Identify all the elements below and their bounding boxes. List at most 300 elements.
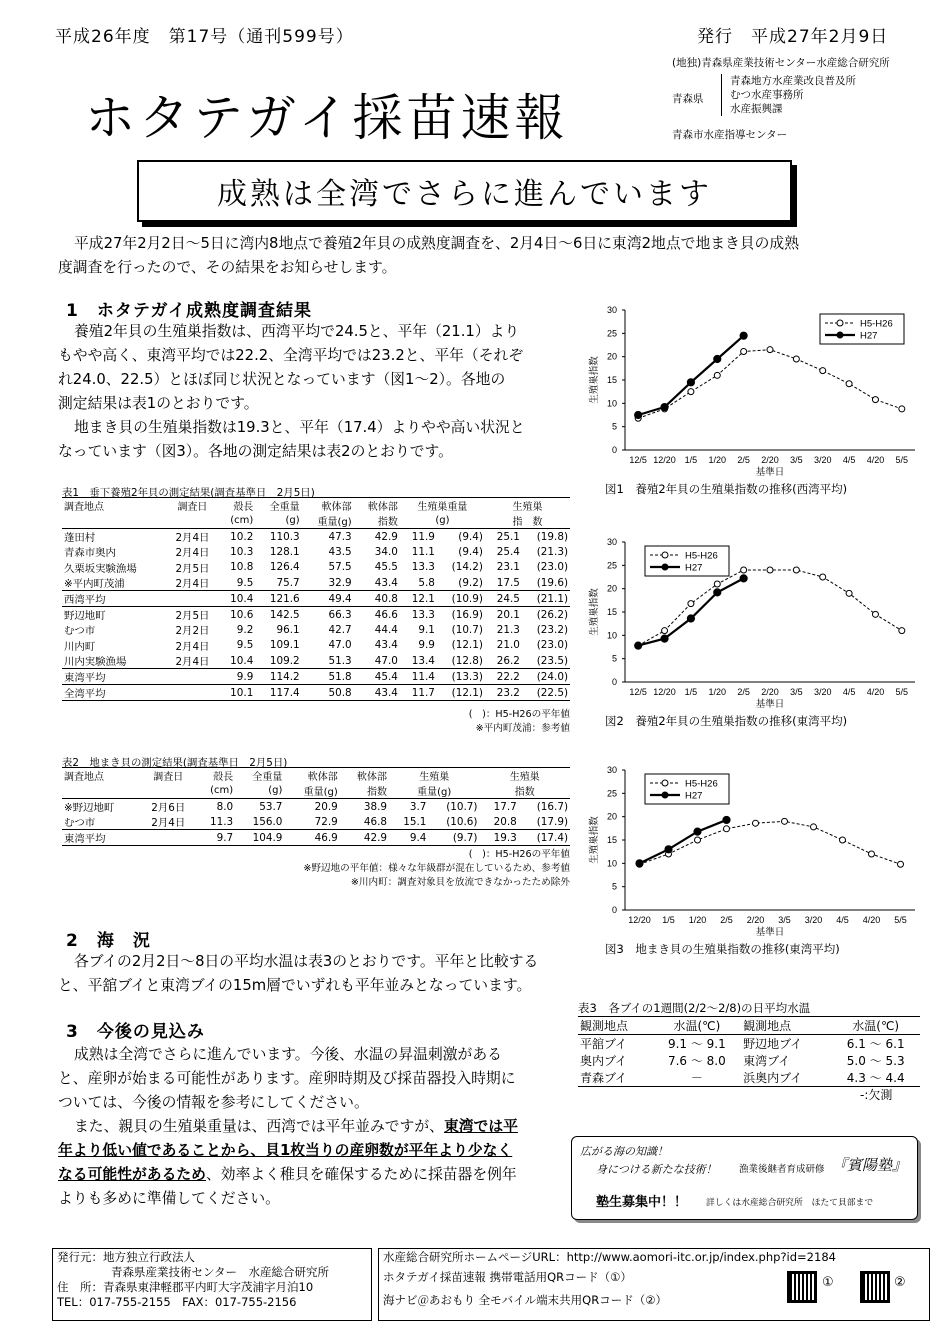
table-cell: 45.4 xyxy=(354,669,400,685)
table-cell: むつ市 xyxy=(64,817,96,829)
body-line: れ24.0、22.5）とほぼ同じ状況となっています（図1～2）。各地の xyxy=(58,371,506,388)
y-tick-label: 20 xyxy=(606,811,617,822)
cell: 東湾ブイ xyxy=(743,1054,791,1068)
data-point xyxy=(687,615,694,622)
org-line: 青森地方水産業改良普及所 xyxy=(730,75,856,87)
cell: 5.0 ～ 5.3 xyxy=(846,1054,905,1068)
table-cell: (9.4) xyxy=(458,545,483,558)
table-cell: 13.3 xyxy=(411,561,435,574)
table-cell: 10.2 xyxy=(230,530,254,543)
table-cell: 42.9 xyxy=(374,530,398,543)
table-cell: 142.5 xyxy=(255,607,301,623)
y-axis-label: 生殖巣指数 xyxy=(589,356,600,404)
table-cell: 96.1 xyxy=(276,623,300,636)
table-cell: 26.2 xyxy=(496,654,520,667)
x-tick-label: 1/20 xyxy=(708,687,727,697)
table-cell: 13.4 xyxy=(411,654,435,667)
table3 xyxy=(578,1016,920,1087)
data-point xyxy=(820,574,826,580)
table-cell: 2月4日 xyxy=(175,532,210,544)
series-line-normal xyxy=(638,350,902,419)
th: 軟体部 xyxy=(284,768,339,784)
org-line: むつ水産事務所 xyxy=(730,89,804,101)
chart-fig2 xyxy=(585,530,930,740)
table-row xyxy=(62,575,570,591)
table-cell: (17.4) xyxy=(519,830,570,846)
qr-code-1-icon[interactable] xyxy=(787,1271,817,1303)
footer-links xyxy=(378,1248,930,1321)
th: 水温(℃) xyxy=(831,1017,920,1035)
th: 軟体部 xyxy=(340,768,389,784)
cell: 浜奥内ブイ xyxy=(741,1069,831,1087)
table-cell: 72.9 xyxy=(314,815,338,828)
table-cell: 40.8 xyxy=(354,591,400,607)
th: 全重量 xyxy=(255,498,301,514)
note: ※平内町茂浦：参考値 xyxy=(475,723,570,734)
chart-fig3 xyxy=(585,758,930,968)
table-cell: 42.9 xyxy=(340,830,389,846)
th: 観測地点 xyxy=(741,1017,831,1035)
table-cell: 9.5 xyxy=(236,576,254,589)
y-tick-label: 5 xyxy=(611,421,617,432)
y-tick-label: 25 xyxy=(606,560,617,571)
body-line: と、平舘ブイと東湾ブイの15m層でいずれも平年並みとなっています。 xyxy=(58,977,532,994)
data-point xyxy=(714,355,721,362)
qr-label: ② xyxy=(894,1275,906,1290)
legend-label: H27 xyxy=(685,790,703,802)
table-cell: 9.9 xyxy=(218,669,255,685)
x-tick-label: 5/5 xyxy=(895,687,909,697)
data-point xyxy=(899,628,905,634)
legend-marker xyxy=(837,320,843,326)
th-unit: (g) xyxy=(235,783,284,799)
table-cell: 15.1 xyxy=(403,815,427,828)
ad-line: 広がる海の知識！ xyxy=(580,1145,668,1158)
x-tick-label: 12/20 xyxy=(653,455,676,465)
y-tick-label: 30 xyxy=(606,537,617,547)
table-cell: ※平内町茂浦 xyxy=(64,578,125,590)
org-list xyxy=(721,74,856,116)
y-tick-label: 0 xyxy=(611,677,617,687)
intro xyxy=(58,232,918,280)
table-row xyxy=(62,653,570,669)
th: 観測地点 xyxy=(578,1017,653,1035)
body-line: よりも多めに準備してください。 xyxy=(58,1190,280,1207)
footer-line: 住 所：青森県東津軽郡平内町大字茂浦字月泊10 xyxy=(57,1280,314,1294)
x-tick-label: 1/20 xyxy=(708,455,727,465)
y-tick-label: 0 xyxy=(611,445,617,455)
note: ( )：H5-H26の平年値 xyxy=(468,849,570,860)
table-cell: 川内実験漁場 xyxy=(64,656,127,668)
series-line-h27 xyxy=(638,578,743,645)
cell: 青森ブイ xyxy=(578,1069,653,1087)
data-point xyxy=(782,818,788,824)
x-tick-label: 12/5 xyxy=(629,455,647,465)
figure-caption: 図3 地まき貝の生殖巣指数の推移(東湾平均) xyxy=(605,942,840,956)
table-cell: 47.0 xyxy=(374,654,398,667)
data-point xyxy=(741,349,747,355)
x-tick-label: 2/5 xyxy=(737,687,750,697)
homepage-link[interactable]: 水産総合研究所ホームページURL：http://www.aomori-itc.or.jp/index.php?id=2184 xyxy=(383,1250,836,1264)
legend-marker xyxy=(662,564,668,570)
table-cell: 東湾平均 xyxy=(62,669,167,685)
legend-marker xyxy=(662,552,668,558)
table-cell: 2月4日 xyxy=(151,817,186,829)
th: 調査日 xyxy=(167,498,219,514)
table-cell: 114.2 xyxy=(255,669,301,685)
table-cell: (23.2) xyxy=(536,623,568,636)
body-text: また、親貝の生殖巣重量は、西湾では平年並みですが、 xyxy=(74,1118,444,1135)
ad-line: 詳しくは水産総合研究所 ほたて貝部まで xyxy=(706,1198,874,1208)
cell: 7.6 ～ 8.0 xyxy=(667,1054,726,1068)
cell: 野辺地ブイ xyxy=(743,1037,803,1051)
footer-line: TEL：017-755-2155 FAX：017-755-2156 xyxy=(57,1295,297,1309)
table-row xyxy=(62,799,570,815)
table-cell: 109.1 xyxy=(269,639,300,652)
body-line: もやや高く、東湾平均では22.2、全湾平均では23.2と、平年（それぞ xyxy=(58,347,524,364)
table-cell: (13.3) xyxy=(437,669,485,685)
th: 殻長 xyxy=(218,498,255,514)
th: 調査日 xyxy=(141,768,196,784)
data-point xyxy=(661,635,668,642)
x-tick-label: 4/20 xyxy=(862,915,881,925)
body-line: 各ブイの2月2日～8日の平均水温は表3のとおりです。平年と比較する xyxy=(74,953,539,970)
table1-caption: 表1 垂下養殖2年貝の測定結果(調査基準日 2月5日) xyxy=(62,487,315,499)
org-bottom: 青森市水産指導センター xyxy=(672,129,788,141)
data-point xyxy=(753,820,759,826)
table-cell: 43.4 xyxy=(374,576,398,589)
table-cell: 20.1 xyxy=(485,607,522,623)
table-cell: 17.5 xyxy=(496,576,520,589)
y-axis-label: 生殖巣指数 xyxy=(589,588,600,636)
x-tick-label: 5/5 xyxy=(895,455,909,465)
table-cell: 104.9 xyxy=(235,830,284,846)
data-point xyxy=(665,846,672,853)
table-cell: 野辺地町 xyxy=(62,607,167,623)
y-tick-label: 25 xyxy=(606,788,617,799)
table-row xyxy=(62,685,570,701)
y-tick-label: 10 xyxy=(606,858,617,869)
th: 軟体部 xyxy=(302,498,354,514)
table-cell: (26.2) xyxy=(522,607,570,623)
th-unit: (cm) xyxy=(196,783,235,799)
table-cell: 11.7 xyxy=(400,685,437,701)
note: ※川内町：調査対象貝を放流できなかったため除外 xyxy=(350,877,570,888)
table-cell: 13.3 xyxy=(400,607,437,623)
table-cell: 2月4日 xyxy=(175,547,210,560)
th: 調査地点 xyxy=(62,498,167,514)
table1 xyxy=(62,497,570,701)
table-cell: 46.6 xyxy=(354,607,400,623)
chart-fig1 xyxy=(585,298,930,508)
table-cell: 49.4 xyxy=(302,591,354,607)
data-point xyxy=(695,837,701,843)
th-unit: 重量(g) xyxy=(302,513,354,529)
table-cell: 128.1 xyxy=(269,545,300,558)
x-tick-label: 1/5 xyxy=(684,687,698,697)
table-cell: 24.5 xyxy=(485,591,522,607)
table-cell: 全湾平均 xyxy=(62,685,167,701)
data-point xyxy=(741,567,747,573)
legend-label: H5-H26 xyxy=(860,318,893,330)
table-cell: 11.4 xyxy=(400,669,437,685)
table-cell: 3.7 xyxy=(409,800,427,813)
table-cell: 66.3 xyxy=(302,607,354,623)
data-point xyxy=(694,828,701,835)
table-row xyxy=(62,814,570,830)
y-tick-label: 15 xyxy=(606,375,617,385)
table-cell: 9.2 xyxy=(236,623,254,636)
y-tick-label: 20 xyxy=(606,583,617,594)
table3-note: -:欠測 xyxy=(860,1088,893,1102)
x-tick-label: 2/5 xyxy=(737,455,750,465)
table-row xyxy=(62,607,570,623)
table-cell xyxy=(167,591,219,607)
y-tick-label: 25 xyxy=(606,328,617,339)
table-cell: 121.6 xyxy=(255,591,301,607)
th: 生殖巣 xyxy=(485,498,570,514)
legend-marker xyxy=(837,332,843,338)
table-cell: 19.3 xyxy=(479,830,518,846)
table2-notes xyxy=(62,846,570,888)
y-tick-label: 5 xyxy=(611,653,617,664)
data-point xyxy=(898,861,904,867)
table-row xyxy=(62,830,570,846)
x-tick-label: 5/5 xyxy=(894,915,907,925)
cell: － xyxy=(653,1069,742,1087)
body-line: なっています（図3）。各地の測定結果は表2のとおりです。 xyxy=(58,443,453,460)
qr-code-2-icon[interactable] xyxy=(860,1271,890,1303)
table-cell: 11.9 xyxy=(411,530,435,543)
x-tick-label: 2/5 xyxy=(720,915,733,925)
x-tick-label: 4/20 xyxy=(866,687,885,697)
note: ( )：H5-H26の平年値 xyxy=(468,709,570,720)
table-cell: むつ市 xyxy=(64,625,96,638)
table-cell: 8.0 xyxy=(216,800,234,813)
th-unit: 指 数 xyxy=(485,513,570,529)
footer-line: 青森県産業技術センター 水産総合研究所 xyxy=(111,1265,330,1279)
table-cell: 43.4 xyxy=(354,685,400,701)
table-cell: 東湾平均 xyxy=(62,830,141,846)
table-cell: 9.9 xyxy=(418,639,435,652)
data-point xyxy=(840,837,846,843)
data-point xyxy=(687,379,694,386)
legend-label: H5-H26 xyxy=(685,778,718,790)
table-cell: 43.4 xyxy=(374,639,398,652)
emphasis: 年より低い値であることから、貝1枚当りの産卵数が平年より少なく xyxy=(58,1142,513,1159)
body-text: 、効率よく稚貝を確保するために採苗器を例年 xyxy=(205,1166,517,1183)
th-unit: 重量(g) xyxy=(389,783,479,799)
legend-label: H27 xyxy=(860,330,878,342)
table-cell: (9.4) xyxy=(458,530,483,543)
figure-caption: 図2 養殖2年貝の生殖巣指数の推移(東湾平均) xyxy=(605,714,848,728)
x-tick-label: 4/5 xyxy=(836,915,849,925)
table-row xyxy=(62,622,570,638)
table-cell: 2月6日 xyxy=(151,802,186,814)
table-cell: (16.7) xyxy=(536,800,568,813)
table-cell: 117.4 xyxy=(255,685,301,701)
figure-caption: 図1 養殖2年貝の生殖巣指数の推移(西湾平均) xyxy=(605,482,848,496)
data-point xyxy=(793,567,799,573)
table-cell: (23.0) xyxy=(536,639,568,652)
x-tick-label: 2/20 xyxy=(761,687,779,697)
table-cell: (21.3) xyxy=(536,545,568,558)
table-row xyxy=(62,669,570,685)
table-cell: 51.8 xyxy=(302,669,354,685)
x-tick-label: 1/5 xyxy=(662,915,675,925)
x-tick-label: 12/20 xyxy=(653,687,676,697)
body-line: と、産卵が始まる可能性があります。産卵時期及び採苗器投入時期に xyxy=(58,1070,516,1087)
ad-line: 身につける新たな技術！ xyxy=(596,1163,717,1176)
section-3-title: 3 今後の見込み xyxy=(66,1022,205,1042)
table-cell: (12.8) xyxy=(451,654,483,667)
table-cell: (10.7) xyxy=(451,623,483,636)
th-unit: (g) xyxy=(255,513,301,529)
y-tick-label: 30 xyxy=(606,765,617,775)
table-cell: 53.7 xyxy=(259,800,283,813)
table-cell: 46.8 xyxy=(363,815,388,828)
intro-line: 度調査を行ったので、その結果をお知らせします。 xyxy=(58,259,397,276)
issue-number: 平成26年度 第17号（通刊599号） xyxy=(55,27,354,47)
table-cell: 2月2日 xyxy=(175,625,210,638)
table-cell: (14.2) xyxy=(451,561,483,574)
table2 xyxy=(62,767,570,846)
th-unit: 指数 xyxy=(479,783,570,799)
table-cell: 25.4 xyxy=(496,545,520,558)
y-tick-label: 15 xyxy=(606,835,617,845)
footer-line: ホタテガイ採苗速報 携帯電話用QRコード（①） xyxy=(383,1270,632,1284)
th-unit: (cm) xyxy=(218,513,255,529)
table-cell: 11.1 xyxy=(411,545,435,558)
x-tick-label: 1/20 xyxy=(688,915,707,925)
th: 生殖巣 xyxy=(479,768,570,784)
ad-line: 漁業後継者育成研修 xyxy=(739,1164,825,1175)
data-point xyxy=(872,611,878,617)
y-tick-label: 30 xyxy=(606,305,617,315)
table-cell: (19.6) xyxy=(536,576,568,589)
table-cell: (16.9) xyxy=(437,607,485,623)
table-cell: 47.0 xyxy=(328,639,352,652)
table-cell xyxy=(167,685,219,701)
y-tick-label: 10 xyxy=(606,398,617,409)
th-unit: 重量(g) xyxy=(284,783,339,799)
cell: 奥内ブイ xyxy=(580,1054,627,1068)
table1-notes xyxy=(62,706,570,734)
table-cell: 20.9 xyxy=(314,800,338,813)
data-point xyxy=(661,403,668,410)
footer-line: 海ナビ＠あおもり 全モバイル端末共用QRコード（②） xyxy=(383,1293,668,1307)
y-tick-label: 5 xyxy=(611,881,617,892)
table-cell: 久栗坂実験漁場 xyxy=(64,562,137,575)
section-1-body xyxy=(58,320,583,464)
table-cell: 10.4 xyxy=(218,591,255,607)
table-cell: 西湾平均 xyxy=(62,591,167,607)
th-unit: 指数 xyxy=(354,513,400,529)
x-axis-label: 基準日 xyxy=(755,927,785,938)
table-cell: 75.7 xyxy=(276,576,300,589)
x-tick-label: 12/5 xyxy=(629,687,647,697)
y-tick-label: 15 xyxy=(606,607,617,617)
table-cell: ※野辺地町 xyxy=(64,802,115,814)
series-line-h27 xyxy=(640,820,727,863)
x-tick-label: 3/20 xyxy=(813,687,832,697)
body-line: 養殖2年貝の生殖巣指数は、西湾平均で24.5と、平年（21.1）より xyxy=(74,323,520,340)
note: ※野辺地の平年値：様々な年級群が混在しているため、参考値 xyxy=(303,863,570,874)
table-cell: (9.7) xyxy=(428,830,479,846)
page-title: ホタテガイ採苗速報 xyxy=(85,89,569,147)
intro-line: 平成27年2月2日～5日に湾内8地点で養殖2年貝の成熟度調査を、2月4日～6日に東湾2地点で地まき貝の成熟 xyxy=(74,235,800,252)
table-cell: (10.6) xyxy=(446,815,478,828)
th: 生殖巣重量 xyxy=(400,498,485,514)
table-row xyxy=(62,544,570,560)
legend-marker xyxy=(662,792,668,798)
x-tick-label: 12/20 xyxy=(628,915,651,925)
recruit-ad[interactable] xyxy=(571,1136,918,1220)
legend-label: H5-H26 xyxy=(685,550,718,562)
emphasis: 東湾では平 xyxy=(443,1118,518,1135)
x-axis-label: 基準日 xyxy=(755,467,785,478)
data-point xyxy=(869,851,875,857)
table-cell: (10.9) xyxy=(437,591,485,607)
x-tick-label: 3/5 xyxy=(790,455,803,465)
x-tick-label: 3/5 xyxy=(790,687,803,697)
table-cell: 2月4日 xyxy=(175,656,210,668)
table-cell: 10.3 xyxy=(230,545,254,558)
table-cell xyxy=(141,830,196,846)
data-point xyxy=(846,381,852,387)
table-row xyxy=(62,560,570,576)
table-cell: (23.5) xyxy=(536,654,568,667)
data-point xyxy=(688,601,694,607)
y-tick-label: 10 xyxy=(606,630,617,641)
legend-label: H27 xyxy=(685,562,703,574)
table-cell: 22.2 xyxy=(485,669,522,685)
footer-publisher xyxy=(52,1248,372,1321)
data-point xyxy=(811,824,817,830)
section-3-body xyxy=(58,1043,586,1211)
x-axis-label: 基準日 xyxy=(755,699,785,710)
x-tick-label: 4/20 xyxy=(866,455,885,465)
table-cell: 43.5 xyxy=(328,545,352,558)
table-cell: 25.1 xyxy=(496,530,520,543)
table-cell: 42.7 xyxy=(328,623,352,636)
table-cell: 2月5日 xyxy=(175,562,210,575)
table-cell: 10.4 xyxy=(230,654,254,667)
table-cell: 23.1 xyxy=(496,561,520,574)
table-cell: (24.0) xyxy=(522,669,570,685)
data-point xyxy=(714,581,720,587)
data-point xyxy=(636,860,643,867)
data-point xyxy=(767,347,773,353)
data-point xyxy=(724,826,730,832)
data-point xyxy=(872,397,878,403)
table-cell: 10.6 xyxy=(218,607,255,623)
data-point xyxy=(688,389,694,395)
body-line: 地まき貝の生殖巣指数は19.3と、平年（17.4）よりやや高い状況と xyxy=(74,419,525,436)
table-cell: 126.4 xyxy=(269,561,300,574)
table-cell: (22.5) xyxy=(522,685,570,701)
table-cell: 2月4日 xyxy=(175,640,210,653)
body-line: ついては、今後の情報を参考にしてください。 xyxy=(58,1094,369,1111)
th: 殻長 xyxy=(196,768,235,784)
table-cell: 38.9 xyxy=(363,800,388,813)
body-line: 成熟は全湾でさらに進んでいます。今後、水温の昇温刺激がある xyxy=(74,1046,502,1063)
legend-marker xyxy=(662,780,668,786)
data-point xyxy=(635,411,642,418)
series-line-h27 xyxy=(638,336,743,415)
table-cell: 20.8 xyxy=(493,815,517,828)
table-cell: 44.4 xyxy=(374,623,398,636)
